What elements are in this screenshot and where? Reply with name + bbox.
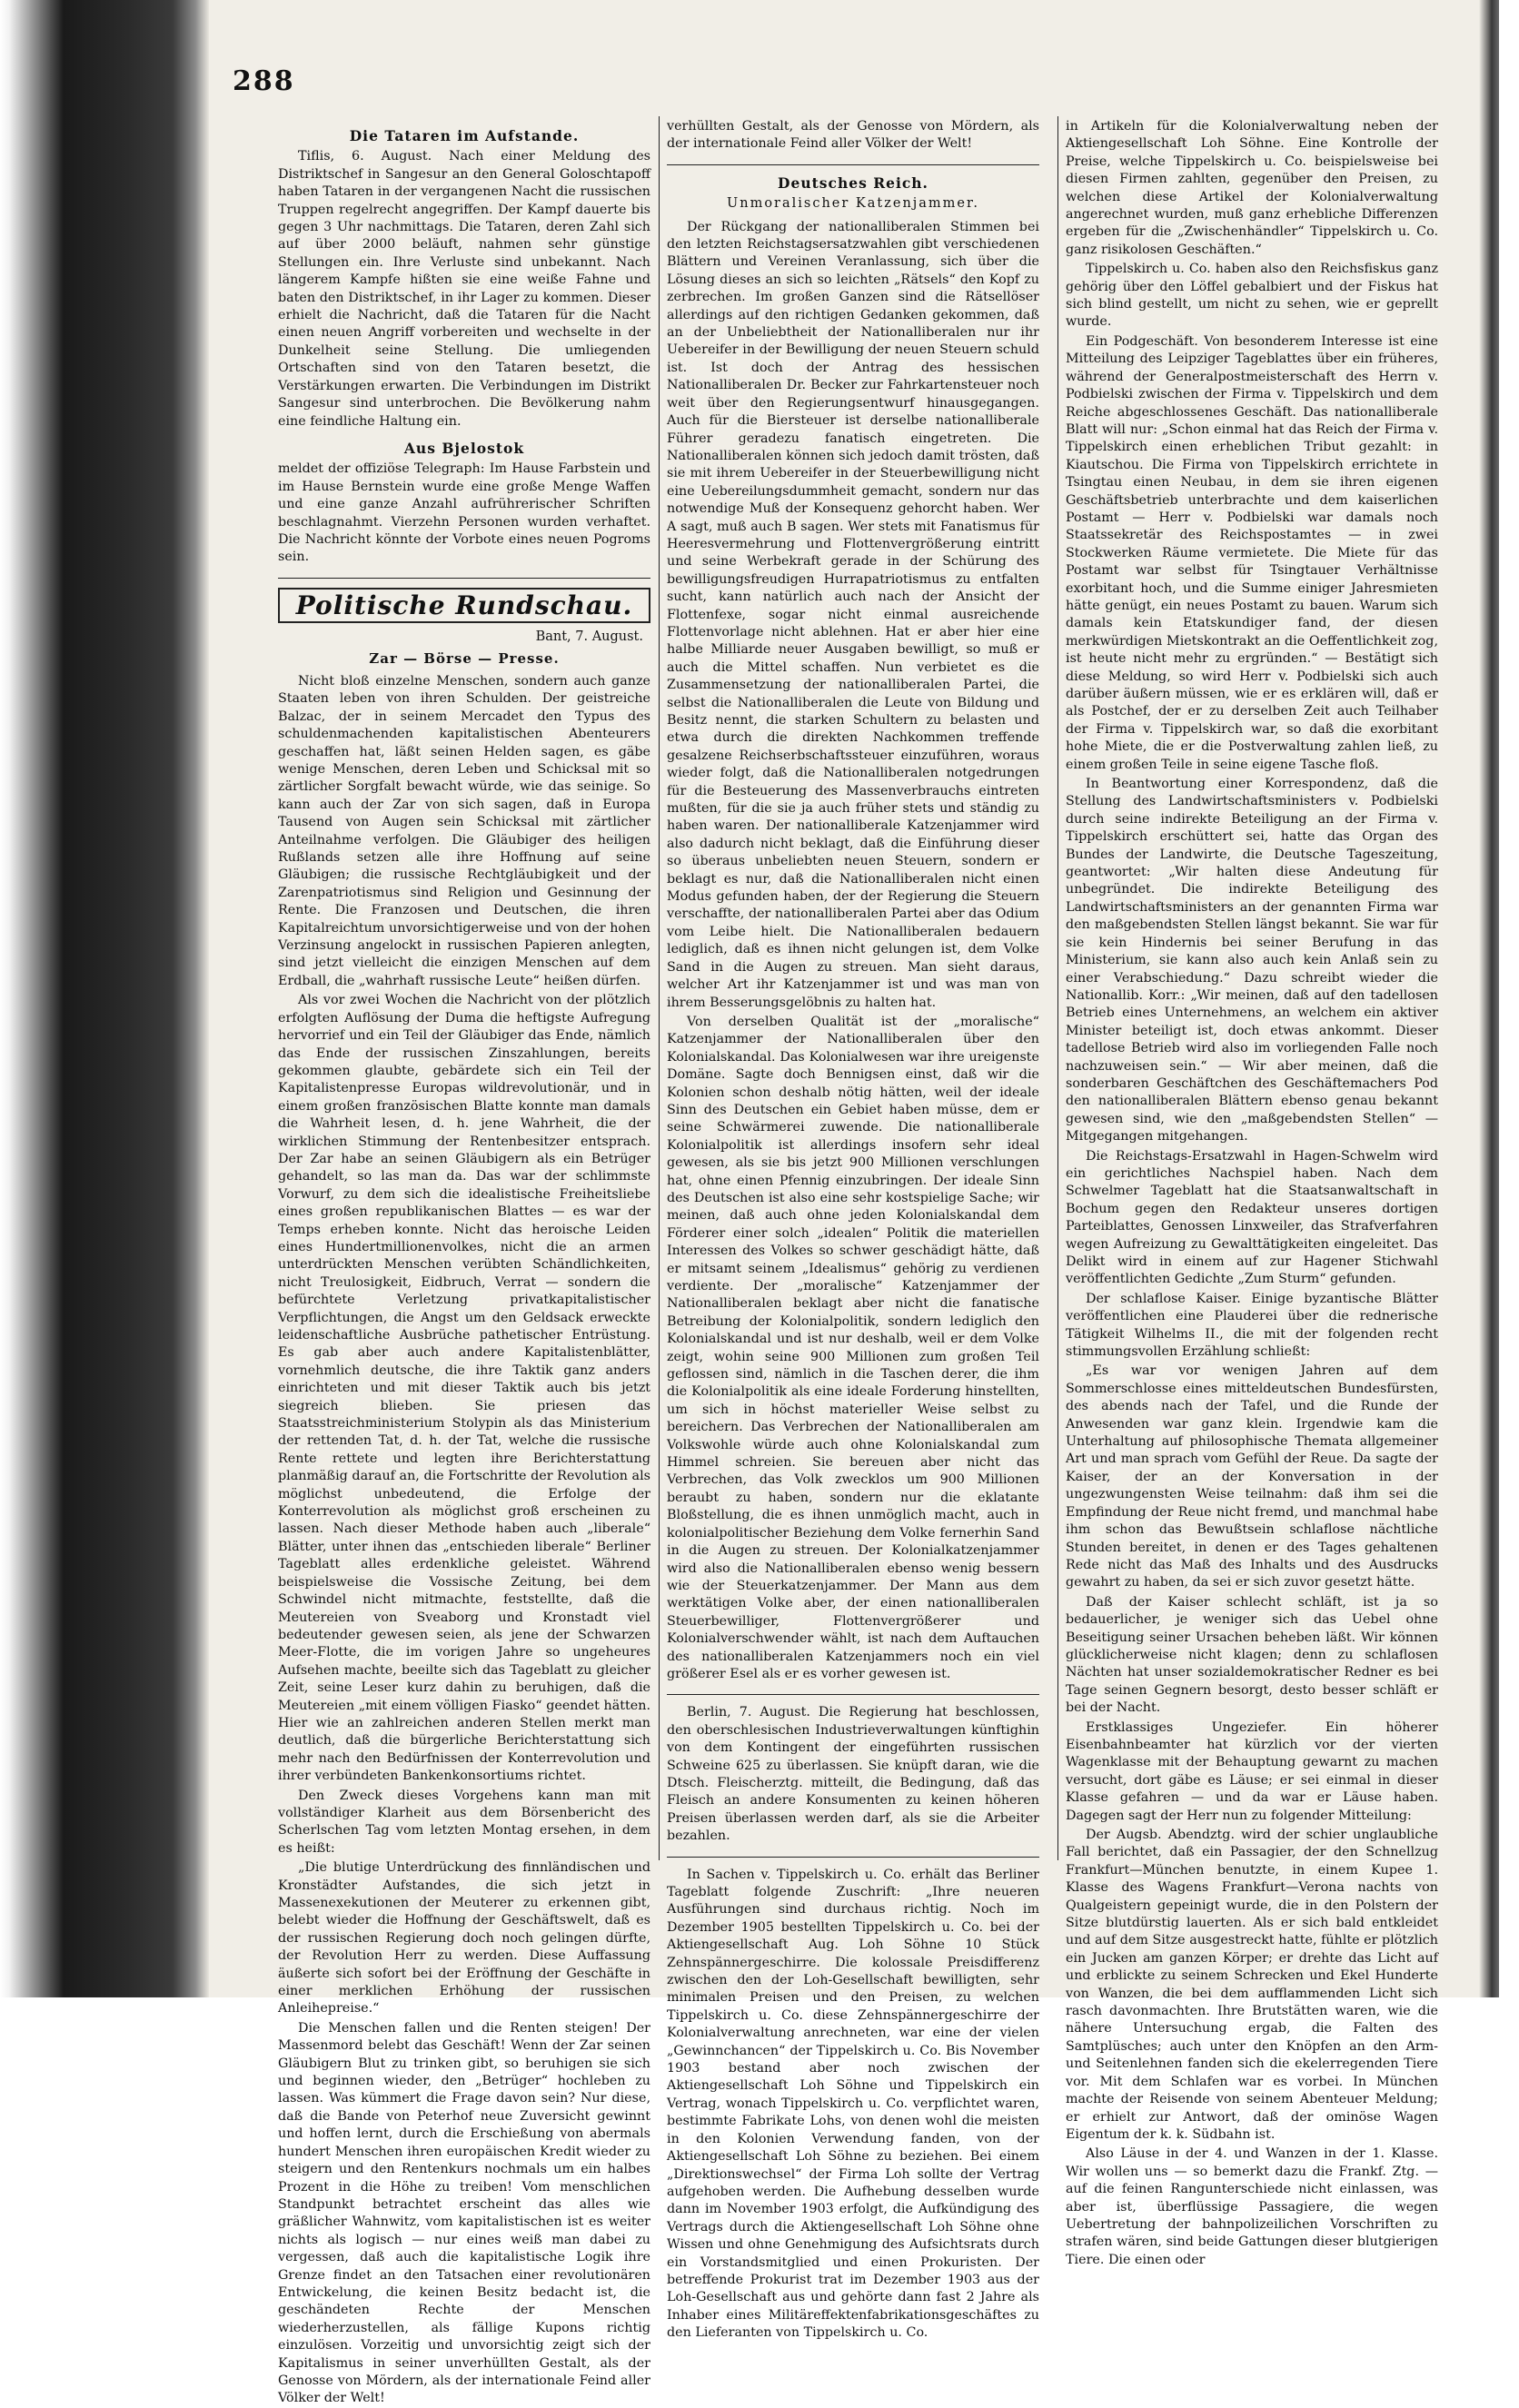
article-tippelskirch: In Sachen v. Tippelskirch u. Co. erhält das Berliner Tageblatt folgende Zuschrift: „Ihre neueren Ausführungen sind durchaus richtig. Noch im Dezember 1905 bestellten Tippelskirch u. Co. bei der Aktiengesellschaft Aug. Loh Söhne 10 Stück Zehnspännergeschirre. Die kolossale Preisdifferenz zwischen den der Loh-Gesellschaft bewilligten, sehr minimalen Preisen und den Preisen, zu welchen Tippelskirch u. Co. diese Zehnspännergeschirre der Kolonialverwaltung anrechneten, war eine der vielen „Gewinnchancen“ der Tippelskirch u. Co. Bis November 1903 bestand aber noch zwischen der Aktiengesellschaft Loh Söhne und Tippelskirch ein Vertrag, wonach Tippelskirch u. Co. verpflichtet waren, bestimmte Fabrikate Lohs, von denen wohl die meisten in den Kolonien Verwendung fanden, von der Aktiengesellschaft Loh Söhne zu beziehen. Bei einem „Direktionswechsel“ der Firma Loh sollte der Vertrag aufgehoben werden. Die Aufhebung desselben wurde dann im November 1903 erfolgt, die Aufkündigung des Vertrags durch die Aktiengesellschaft Loh Söhne ohne Wissen und ohne Genehmigung des Aufsichtsrats durch ein Vorstandsmitglied und einen Prokuristen. Der betreffende Prokurist trat im Dezember 1903 aus der Loh-Gesellschaft aus und gehörte dann fast 2 Jahre als Inhaber eines Militäreffektenfabrikationsgeschäftes zu den Lieferanten von Tippelskirch u. Co. xyxy=(667,1867,1039,2341)
section-header-box xyxy=(278,588,650,623)
article-hagen-schwelm: Die Reichstags-Ersatzwahl in Hagen-Schwelm wird ein gerichtliches Nachspiel haben. Nach dem Schwelmer Tageblatt hat die Staatsanwaltschaft in Bochum gegen den Redakteur unseres dortigen Parteiblattes, Genossen Linxweiler, das Strafverfahren wegen Aufreizung zu Gewalttätigkeiten eingeleitet. Das Delikt wird in einem auf zur Hagener Stichwahl veröffentlichten Gedichte „Zum Sturm“ gefunden. xyxy=(1066,1148,1438,1287)
article-title-bjelostok: Aus Bjelostok xyxy=(403,439,525,457)
book-binding xyxy=(0,0,209,1997)
paragraph: Die Menschen fallen und die Renten steigen! Der Massenmord belebt das Geschäft! Wenn der Zar seinen Gläubigern Blut zu trinken gibt, so beruhigen sie sich und beginnen wieder, den „Betrüger“ hochleben zu lassen. Was kümmert die Frage davon sein? Nur diese, daß die Bande von Peterhof neue Zuversicht gewinnt und hoffen lernt, durch die Erschießung von abermals hundert Menschen ihren europäischen Kredit wieder zu steigern und den Rentenkurs nochmals um ein halbes Prozent in die Höhe zu treiben! Vom menschlichen Standpunkt betrachtet erscheint das alles wie gräßlicher Wahnwitz, vom kapitalistischen ist es weiter nichts als logisch — nur eines weiß man dabei zu vergessen, daß auch die kapitalistische Logik ihre Grenze findet an den Tatsachen einer revolutionären Entwickelung, die keinen Besitz bedacht ist, die geschändeten Rechte der Menschen wiederherzustellen, als fällige Kupons richtig einzulösen. Vorzeitig und unvorsichtig zeigt sich der Kapitalismus in seiner unverhüllten Gestalt, als der Genosse von Mördern, als der internationale Feind aller Völker der Welt! xyxy=(278,2020,650,2406)
quote: „Es war vor wenigen Jahren auf dem Sommerschlosse eines mitteldeutschen Bundesfürsten, des abends nach der Tafel, und die Runde der Anwesenden war ganz klein. Irgendwie kam die Unterhaltung auf philosophische Themata allgemeiner Art und man sprach vom Gefühl der Reue. Da sagte der Kaiser, der an der Konversation in der ungezwungensten Weise teilnahm: daß ihm sei die Empfindung der Reue nicht fremd, und manchmal habe ihm schon das Bewußtsein schlaflose nächtliche Stunden bereitet, in denen er des Tages gehaltenen Rede nicht das Maß des Inhalts und des Ausdrucks gewahrt zu haben, da sei er sich zuvor gesetzt hätte. xyxy=(1066,1363,1438,1590)
paragraph: Den Zweck dieses Vorgehens kann man mit vollständiger Klarheit aus dem Börsenbericht des Scherlschen Tag vom letzten Montag ersehen, in dem es heißt: xyxy=(278,1788,650,1856)
quote: Der Augsb. Abendztg. wird der schier unglaubliche Fall berichtet, daß ein Passagier, der den Schnellzug Frankfurt—München benutzte, in einem Kupee 1. Klasse des Wagens Frankfurt—Verona nachts von Qualgeistern gepeinigt wurde, die in den Polstern der Sitze blutdürstig lauerten. Als er sich bald entkleidet und auf dem Sitze ausgestreckt hatte, fühlte er plötzlich ein Jucken am ganzen Körper; er drehte das Licht auf und erblickte zu seinem Schrecken und Ekel Hunderte von Wanzen, die bei dem aufflammenden Licht sich rasch davonmachten. Ihre Brutstätten waren, wie die nähere Untersuchung ergab, die Falten des Samtplüsches; auch unter den Knöpfen an den Arm- und Seitenlehnen fanden sich die ekelerregenden Tiere vor. Mit dem Schlafen war es vorbei. In München machte der Reisende von seinem Abenteuer Meldung; er erhielt zur Antwort, daß der ominöse Wagen Eigentum der k. k. Südbahn ist. xyxy=(1066,1828,1438,2142)
article-title-zar: Zar — Börse — Presse. xyxy=(369,649,560,667)
section-title-deutsches-reich: Deutsches Reich. xyxy=(778,173,928,192)
column-1 xyxy=(278,118,650,2406)
column-2 xyxy=(667,118,1039,2341)
separator xyxy=(278,578,650,579)
paragraph: Also Läuse in der 4. und Wanzen in der 1. Klasse. Wir wollen uns — so bemerkt dazu die Frankf. Ztg. — auf die feinen Rangunterschiede nicht einlassen, was aber ist, überflüssige Passagiere, die wegen Uebertretung der bahnpolizeilichen Vorschriften zu strafen wären, sind beide Gattungen dieser blutgierigen Tiere. Die einen oder xyxy=(1066,2146,1438,2267)
article-schlaflose-kaiser: Der schlaflose Kaiser. Einige byzantische Blätter veröffentlichen eine Plauderei über die rednerische Tätigkeit Wilhelms II., die mit der folgenden recht stimmungsvollen Erzählung schließt: xyxy=(1066,1291,1438,1360)
article-ungeziefer: Erstklassiges Ungeziefer. Ein höherer Eisenbahnbeamter hat kürzlich vor der vierten Wagenklasse mit der Behauptung gewarnt zu machen versucht, dort gäbe es Läuse; er sei einmal in dieser Klasse gefahren — und da war er Läuse haben. Dagegen sagt der Herr nun zu folgender Mitteilung: xyxy=(1066,1719,1438,1823)
column-rule xyxy=(1057,116,1058,1860)
separator xyxy=(667,1857,1039,1858)
paragraph: Tippelskirch u. Co. haben also den Reichsfiskus ganz gehörig über den Löffel gebalbiert und der Fiskus hat sich blind gestellt, um nicht zu sehen, wie er geprellt wurde. xyxy=(1066,262,1438,330)
article-title-katzenjammer: Unmoralischer Katzenjammer. xyxy=(727,196,979,212)
article-title-tataren: Die Tataren im Aufstande. xyxy=(349,127,580,144)
paragraph: In Beantwortung einer Korrespondenz, daß die Stellung des Landwirtschaftsministers v. Podbielski durch seine indirekte Beteiligung an der Firma v. Tippelskirch erschüttert sei, hatte das Organ des Bundes der Landwirte, die Deutsche Tageszeitung, geantwortet: „Wir halten diese Andeutung für unbegründet. Die indirekte Beteiligung des Landwirtschaftsministers an der genannten Firma war den maßgebendsten Stellen längst bekannt. Sie war für sie kein Hindernis bei seiner Berufung in das Ministerium, sie kann also auch kein Anlaß sein zu einer Verabschiedung.“ Dazu schreibt wieder die Nationallib. Korr.: „Wir meinen, daß auf den tadellosen Betrieb eines Unternehmens, an welchem ein aktiver Minister beteiligt ist, doch etwas ankommt. Dieser tadellose Betrieb wird also im vorliegenden Falle noch nachzuweisen sein.“ — Wir aber meinen, daß die sonderbaren Geschäftchen des Geschäftemachers Pod den nationalliberalen Blättern ebenso genau bekannt gewesen sind, wie den „maßgebendsten Stellen“ — Mitgegangen mitgehangen. xyxy=(1066,777,1438,1145)
column-3 xyxy=(1066,118,1438,2267)
paragraph: Von derselben Qualität ist der „moralische“ Katzenjammer der Nationalliberalen über den Kolonialskandal. Das Kolonialwesen war ihre ureigenste Domäne. Sagte doch Bennigsen einst, daß wir die Kolonien schon deshalb nötig hätten, weil der ideale Sinn des Deutschen ein Gebiet haben müsse, dem er seine Schwärmerei zuwende. Die nationalliberale Kolonialpolitik ist allerdings insofern sehr ideal gewesen, als sie bis jetzt 900 Millionen verschlungen hat, ohne einen Pfennig einzubringen. Der ideale Sinn des Deutschen ist also eine sehr kostspielige Sache; wir meinen, daß auch ohne jeden Kolonialskandal dem Förderer einer solch „idealen“ Politik die materiellen Interessen des Volkes so schwer geschädigt hätte, daß er mitsamt seinem „Idealismus“ gehörig zu verdienen verdiente. Der „moralische“ Katzenjammer der Nationalliberalen beklagt aber nicht die fanatische Betreibung der Kolonialpolitik, sondern lediglich den Kolonialskandal und ist nur deshalb, weil er dem Volke zeigt, wohin seine 900 Millionen zum großen Teil geflossen sind, nämlich in die Taschen derer, die ihm die Kolonialpolitik als eine ideale Forderung hinstellten, um sich in höchst materieller Weise selbst zu bereichern. Das Verbrechen der Nationalliberalen am Volkswohle würde auch ohne Kolonialskandal zum Himmel schreien. Sie bereuen aber nicht das Verbrechen, das Volk zwecklos um 900 Millionen beraubt zu haben, sondern nur die eklatante Bloßstellung, die es ihnen unmöglich macht, auch in kolonialpolitischer Beziehung dem Volke fernerhin Sand in die Augen zu streuen. Der Kolonialkatzenjammer wird also die Nationalliberalen ebenso wenig bessern wie der Steuerkatzenjammer. Der Mann aus dem werktätigen Volke aber, der einen nationalliberalen Steuerbewilliger, Flottenvergrößerer und Kolonialverschwender wählt, ist nach dem Auftauchen des nationalliberalen Katzenjammers noch ein viel größerer Esel als er es vorher gewesen ist. xyxy=(667,1014,1039,1681)
article-text-tataren: Tiflis, 6. August. Nach einer Meldung des Distriktschef in Sangesur an den General Goloschtapoff haben Tataren in der vergangenen Nacht die russischen Truppen regelrecht angegriffen. Der Kampf dauerte bis gegen 3 Uhr nachmittags. Die Tataren, deren Zahl sich auf über 2000 beläuft, nahmen sehr günstige Stellungen ein. Ihre Verluste sind unbekannt. Nach längerem Kampfe hißten sie eine weiße Fahne und baten den Distriktschef, in ihr Lager zu kommen. Dieser erhielt die Nachricht, daß die Tataren für die Nacht einen neuen Angriff vorbereiten und wechselte in der Dunkelheit seine Stellung. Die umliegenden Ortschaften sind von den Tataren besetzt, die Verstärkungen erwarten. Die Verbindungen im Distrikt Sangesur sind unterbrochen. Die Bevölkerung nahm eine feindliche Haltung ein. xyxy=(278,149,650,429)
page-edge xyxy=(1479,0,1499,1997)
separator xyxy=(667,164,1039,165)
column-rule xyxy=(659,116,660,1860)
continuation-text: verhüllten Gestalt, als der Genosse von Mördern, als der internationale Feind aller Völker der Welt! xyxy=(667,119,1039,152)
dateline: Bant, 7. August. xyxy=(535,629,643,645)
paragraph: Daß der Kaiser schlecht schläft, ist ja so bedauerlicher, je weniger sich das Uebel ohne Beseitigung seiner Ursachen beheben läßt. Wir können glücklicherweise nicht klagen; denn zu schlaflosen Nächten hat unser sozialdemokratischer Redner es bei Tage seinen Gegnern besorgt, desto besser schläft er bei der Nacht. xyxy=(1066,1594,1438,1716)
newspaper-page xyxy=(209,0,1499,2406)
article-berlin: Berlin, 7. August. Die Regierung hat beschlossen, den oberschlesischen Industrieverwaltungen künftighin von dem Kontingent der eingeführten russischen Schweine 625 zu überlassen. Sie knüpft daran, wie die Dtsch. Fleischerztg. mitteilt, die Bedingung, daß das Fleisch an andere Konsumenten zu keinen höheren Preisen überlassen werden darf, als sie die Arbeiter bezahlen. xyxy=(667,1705,1039,1844)
separator xyxy=(667,1694,1039,1695)
article-text-bjelostok: meldet der offiziöse Telegraph: Im Hause Farbstein und im Hause Bernstein wurde eine große Menge Waffen und eine ganze Anzahl aufrührerischer Schriften beschlagnahmt. Vierzehn Personen wurden verhaftet. Die Nachricht könnte der Vorbote eines neuen Pogroms sein. xyxy=(278,461,650,565)
page-number: 288 xyxy=(233,65,295,97)
paragraph: Als vor zwei Wochen die Nachricht von der plötzlich erfolgten Auflösung der Duma die heftigste Aufregung hervorrief und ein Teil der Gläubiger das Ende, nämlich das Ende der russischen Zinszahlungen, bereits gekommen glaubte, gebärdete sich ein Teil der Kapitalistenpresse Europas wildrevolutionär, und in einem großen französischen Blatte konnte man damals die Wahrheit lesen, d. h. jene Wahrheit, die der wirklichen Stimmung der Rentenbesitzer entsprach. Der Zar habe an seinen Gläubigern als ein Betrüger gehandelt, so las man da. Das war der schlimmste Vorwurf, zu dem sich die idealistische Freiheitsliebe eines großen republikanischen Blattes — es war der Temps erheben konnte. Nicht das heroische Leiden eines Hundertmillionenvolkes, nicht die an armen unterdrückten Menschen verübten Schändlichkeiten, nicht Treulosigkeit, Eidbruch, Verrat — sondern die befürchtete Verletzung privatkapitalistischer Verpflichtungen, die Angst um den Geldsack erweckte leidenschaftliche Ausbrüche pathetischer Entrüstung. Es gab aber auch andere Kapitalistenblätter, vornehmlich deutsche, die ihre Taktik ganz anders einrichteten und mit dieser Taktik auch bis jetzt siegreich blieben. Sie priesen das Staatsstreichministerium Stolypin als das Ministerium der rettenden Tat, d. h. der Tat, welche die russische Rente rettete und legten ihre Berichterstattung planmäßig darauf an, die Fortschritte der Revolution als möglichst unbedeutend, die Erfolge der Konterrevolution als möglichst groß erscheinen zu lassen. Nach dieser Methode haben auch „liberale“ Blätter, unter ihnen das „entschieden liberale“ Berliner Tageblatt alles erdenkliche geleistet. Während beispielsweise die Vossische Zeitung, bei dem Schwindel nicht mitmachte, feststellte, daß die Meutereien von Sveaborg und Kronstadt viel bedeutender gewesen seien, als jene der Schwarzen Meer-Flotte, die im vorigen Jahre so ungeheures Aufsehen machte, beeilte sich das Tageblatt zu gleicher Zeit, seine Leser kurz dahin zu beruhigen, daß die Meutereien „mit einem völligen Fiasko“ geendet hätten. Hier wie an zahlreichen anderen Stellen merkt man deutlich, daß die bürgerliche Berichterstattung sich mehr nach den Bedürfnissen der Konterrevolution und ihrer verbündeten Bankenkonsortiums richtet. xyxy=(278,993,650,1784)
paragraph: Der Rückgang der nationalliberalen Stimmen bei den letzten Reichstagsersatzwahlen gibt verschiedenen Blättern und Vereinen Veranlassung, sich über die Lösung dieses an sich so leichten „Rätsels“ den Kopf zu zerbrechen. Im großen Ganzen sind die Rätsellöser allerdings auf den richtigen Gedanken gekommen, daß an der Unbeliebtheit der Nationalliberalen nur ihr Uebereifer in der Bewilligung der neuen Steuern schuld ist. Ist doch der Antrag des hessischen Nationalliberalen Dr. Becker zur Fahrkartensteuer noch weit über den Regierungsentwurf hinausgegangen. Auch für die Biersteuer ist derselbe nationalliberale Führer geradezu fanatisch eingetreten. Die Nationalliberalen können sich jedoch damit trösten, daß sie mit ihrem Uebereifer in der Steuerbewilligung nicht eine Uebereilungsdummheit gemacht, sondern nur das notwendige Muß der Konsequenz gehorcht haben. Wer A sagt, muß auch B sagen. Wer stets mit Fanatismus für Heeresvermehrung und Flottenvergrößerung eintritt und seine Werbekraft gerade in der Schürung des bewilligungsfreudigen Hurrapatriotismus zu entfalten sucht, kann natürlich auch nach der Ansicht der Flottenfexe, sogar nicht einmal ausreichende Flottenvorlage nicht ablehnen. Hat er aber hier eine halbe Milliarde neuer Ausgaben bewilligt, so muß er auch die Mittel schaffen. Nun verbietet es die Zusammensetzung der nationalliberalen Partei, die selbst die Nationalliberalen die Leute von Bildung und Besitz nennt, die starken Schultern zu belasten und etwa durch die direkten Nachkommen treffende gesalzene Reichserbschaftssteuer einzuführen, woraus wieder folgt, daß die Nationalliberalen notgedrungen für die Besteuerung des Massenverbrauchs eintreten mußten, für die sie ja auch früher stets und ständig zu haben waren. Der nationalliberale Katzenjammer wird also dadurch nicht beklagt, daß die Einführung dieser so überaus unbeliebten neuen Steuern, sondern er beklagt es nur, daß die Nationalliberalen nicht einen Modus gefunden haben, der der Regierung die Steuern verschaffte, der nationalliberalen Partei aber das Odium vom Leibe hielt. Die Nationalliberalen bedauern lediglich, daß es ihnen nicht gelungen ist, dem Volke Sand in die Augen zu streuen. Man sieht daraus, welcher Art ihr Katzenjammer ist und was man von ihrem Besserungsgelöbnis zu halten hat. xyxy=(667,219,1039,1010)
section-title-politische-rundschau: Politische Rundschau. xyxy=(295,590,633,620)
continuation-text: in Artikeln für die Kolonialverwaltung neben der Aktiengesellschaft Loh Söhne. Eine Kontrolle der Preise, welche Tippelskirch u. Co. beispielsweise bei diesen Firmen zahlten, gegenüber den Preisen, zu welchen diese Artikel der Kolonialverwaltung angerechnet wurden, muß ganz erhebliche Differenzen ergeben für die „Zwischenhändler“ Tippelskirch u. Co. ganz risikolosen Geschäften.“ xyxy=(1066,119,1438,257)
quote: „Die blutige Unterdrückung des finnländischen und Kronstädter Aufstandes, die sich jetzt in Massenexekutionen der Meuterer zu erkennen gibt, belebt wieder die Hoffnung der Geschäftswelt, daß es der russischen Regierung doch noch gelingen dürfte, der Revolution Herr zu werden. Diese Auffassung äußerte sich sofort bei der Eröffnung der Geschäfte in einer merklichen Erhöhung der russischen Anleihepreise.“ xyxy=(278,1860,650,2017)
article-podgeschaeft: Ein Podgeschäft. Von besonderem Interesse ist eine Mitteilung des Leipziger Tageblattes über ein früheres, während der Generalpostmeisterschaft des Herrn v. Podbielski zwischen der Firma v. Tippelskirch und dem Reiche abgeschlossenes Geschäft. Das nationalliberale Blatt will nur: „Schon einmal hat das Reich der Firma v. Tippelskirch einen erheblichen Tribut gezahlt: in Kiautschou. Die Firma von Tippelskirch errichtete in Tsingtau einen Neubau, in dem sie ihren eigenen Geschäftsbetrieb unterbrachte und dem kaiserlichen Postamt — Herr v. Podbielski war damals noch Staatssekretär des Reichspostamtes — in zwei Stockwerken Räume vermietete. Die Miete für das Postamt war selbst für Tsingtauer Verhältnisse exorbitant hoch, und die Summe einiger Jahresmieten hätte genügt, ein neues Postamt zu bauen. Warum sich damals kein Etatskundiger fand, der diesen merkwürdigen Mietskontrakt an die Oeffentlichkeit zog, ist heute nicht mehr zu ergründen.“ — Bestätigt sich diese Meldung, so wird Herr v. Podbielski sich auch darüber äußern müssen, wie er es erklären will, daß er als Postchef, der er zu derselben Zeit auch Teilhaber der Firma v. Tippelskirch war, so daß die exorbitant hohe Miete, die er die Postverwaltung zahlen ließ, zu einem großen Teile in seine eigene Tasche floß. xyxy=(1066,333,1438,772)
paragraph: Nicht bloß einzelne Menschen, sondern auch ganze Staaten leben von ihren Schulden. Der geistreiche Balzac, der in seinem Mercadet den Typus des schuldenmachenden kapitalistischen Abenteurers geschaffen hat, läßt seinen Helden sagen, es gäbe wenige Menschen, deren Leben und Schicksal mit so zärtlicher Sorgfalt bewacht würde, wie das seinige. So kann auch der Zar von sich sagen, daß in Europa Tausend von Augen sein Schicksal mit zärtlicher Anteilnahme verfolgen. Die Gläubiger des heiligen Rußlands setzen alle ihre Hoffnung auf seine Gläubigen; die russische Rechtgläubigkeit und der Zarenpatriotismus sind Religion und Gesinnung der Rente. Die Franzosen und Deutschen, die ihren Kapitalreichtum unvorsichtigerweise und von der hohen Verzinsung angelockt in russischen Papieren anlegten, sind jetzt vielleicht die einzigen Menschen auf dem Erdball, die „wahrhaft russische Leute“ heißen dürfen. xyxy=(278,673,650,988)
